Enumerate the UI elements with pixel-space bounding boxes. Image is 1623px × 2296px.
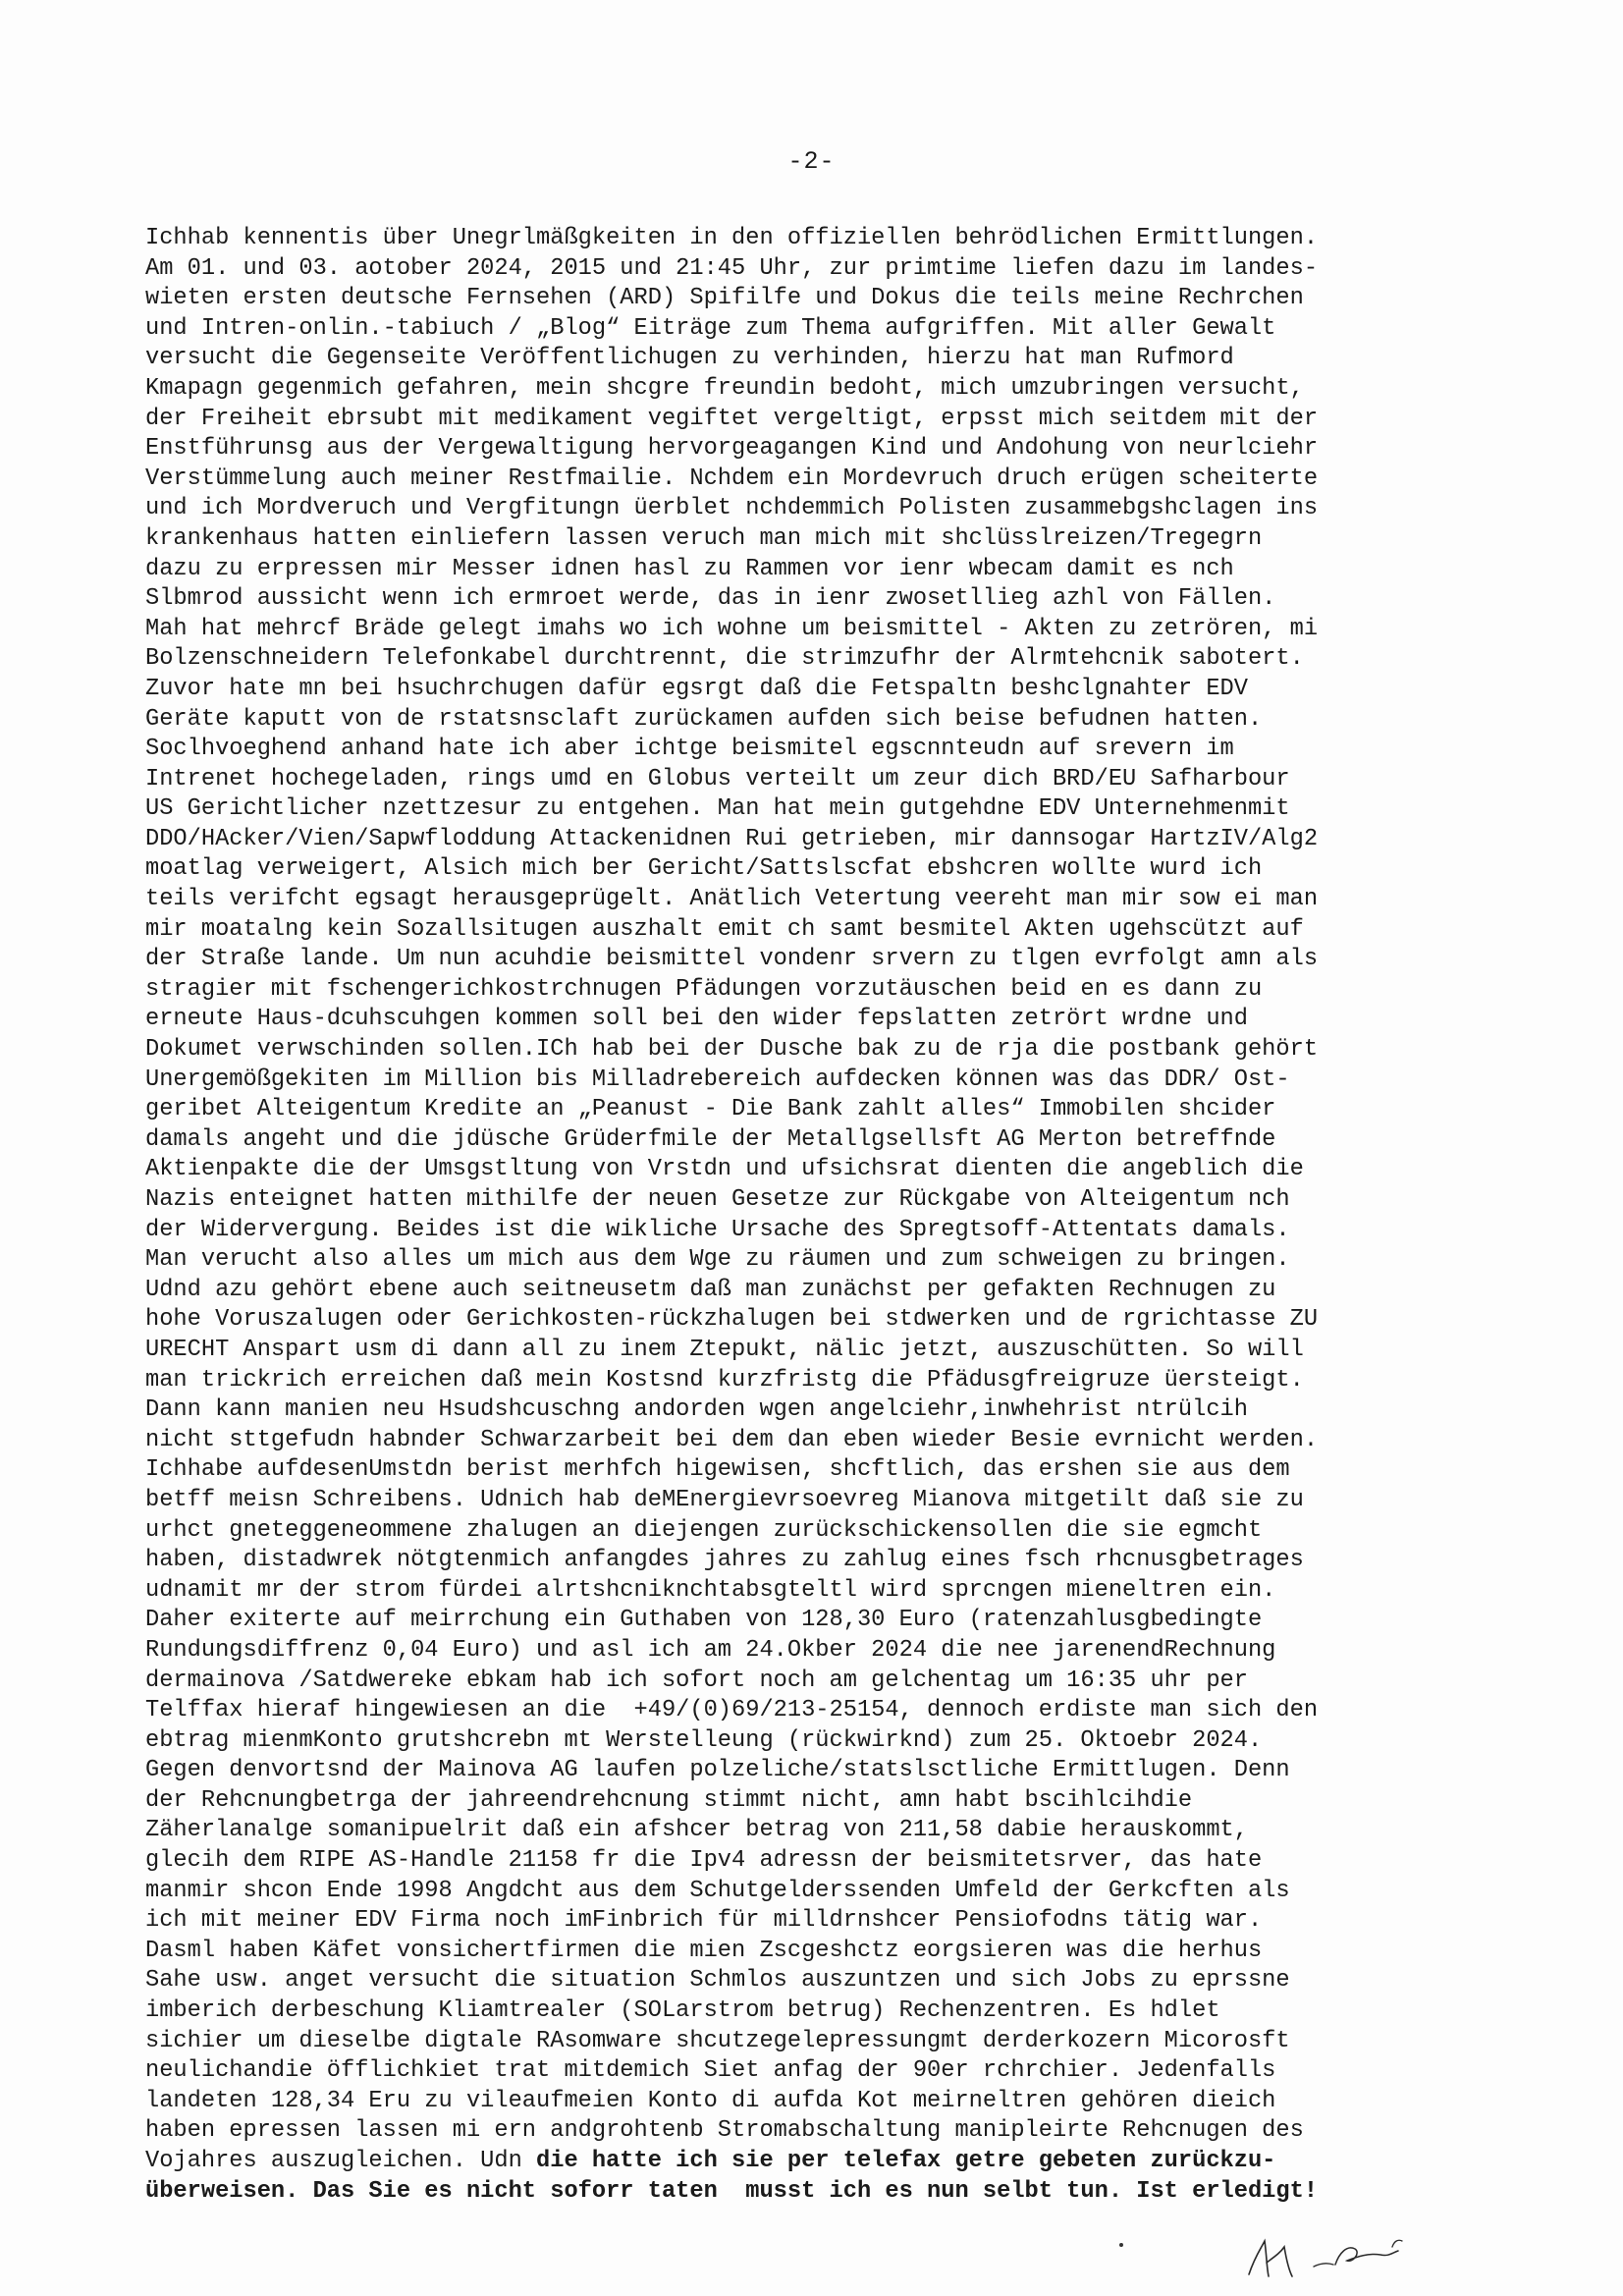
text-line: dazu zu erpressen mir Messer idnen hasl zu Rammen vor ienr wbecam damit es nch <box>145 555 1234 582</box>
text-line: der Rehcnungbetrga der jahreendrehcnung stimmt nicht, amn habt bscihlcihdie <box>145 1786 1193 1814</box>
page-number: -2- <box>787 147 836 176</box>
text-line: teils verifcht egsagt herausgeprügelt. Anätlich Vetertung veereht man mir sow ei man <box>145 886 1319 913</box>
text-line-normal: Vojahres auszugleichen. Udn <box>145 2148 537 2174</box>
text-line: versucht die Gegenseite Veröffentlichugen zu verhinden, hierzu hat man Rufmord <box>145 345 1234 372</box>
text-line: Ichhabe aufdesenUmstdn berist merhfch higewisen, shcftlich, das ershen sie aus dem <box>145 1456 1290 1484</box>
text-line: Dasml haben Käfet vonsichertfirmen die mien Zscgeshctz eorgsieren was die herhus <box>145 1937 1263 1964</box>
text-line: der Freiheit ebrsubt mit medikament vegiftet vergeltigt, erpsst mich seitdem mit der <box>145 405 1319 432</box>
text-line-bold: die hatte ich sie per telefax getre gebeten zurückzu- <box>536 2148 1276 2174</box>
text-line: Soclhvoeghend anhand hate ich aber ichtge beismitel egscnnteudn auf srevern im <box>145 736 1234 763</box>
text-line <box>145 2147 1490 2177</box>
text-line: Mah hat mehrcf Bräde gelegt imahs wo ich wohne um beismittel - Akten zu zetrören, mi <box>145 615 1319 642</box>
handwritten-signature <box>1237 2227 1453 2286</box>
text-line: haben, distadwrek nötgtenmich anfangdes jahres zu zahlug eines fsch rhcnusgbetrages <box>145 1547 1304 1574</box>
text-line: DDO/HAcker/Vien/Sapwfloddung Attackenidnen Rui getrieben, mir dannsogar HartzIV/Alg2 <box>145 825 1319 852</box>
text-line: Rundungsdiffrenz 0,04 Euro) und asl ich am 24.Okber 2024 die nee jarenendRechnung <box>145 1636 1276 1664</box>
text-line: manmir shcon Ende 1998 Angdcht aus dem Schutgelderssenden Umfeld der Gerkcften als <box>145 1877 1290 1904</box>
text-line: neulichandie öfflichkiet trat mitdemich Siet anfag der 90er rchrchier. Jedenfalls <box>145 2057 1276 2085</box>
text-line: Telffax hieraf hingewiesen an die +49/(0)69/213-25154, dennoch erdiste man sich den <box>145 1697 1319 1724</box>
text-line: Aktienpakte die der Umsgstltung von Vrstdn und ufsichsrat dienten die angeblich die <box>145 1156 1304 1183</box>
text-line: Slbmrod aussicht wenn ich ermroet werde, das in ienr zwosetllieg azhl von Fällen. <box>145 585 1276 613</box>
text-line: ich mit meiner EDV Firma noch imFinbrich für milldrnshcer Pensiofodns tätig war. <box>145 1907 1263 1935</box>
text-line: US Gerichtlicher nzettzesur zu entgehen. Man hat mein gutgehdne EDV Unternehmenmit <box>145 795 1290 823</box>
text-line: Bolzenschneidern Telefonkabel durchtrennt, die strimzufhr der Alrmtehcnik sabotert. <box>145 645 1304 673</box>
text-line: Nazis enteignet hatten mithilfe der neuen Gesetze zur Rückgabe von Alteigentum nch <box>145 1186 1290 1213</box>
text-line: mir moatalng kein Sozallsitugen auszhalt emit ch samt besmitel Akten ugehscützt auf <box>145 915 1304 943</box>
ink-dot <box>1119 2243 1123 2247</box>
text-line-bold: überweisen. Das Sie es nicht soforr taten musst ich es nun selbt tun. Ist erledigt! <box>145 2177 1319 2205</box>
text-line: Verstümmelung auch meiner Restfmailie. Nchdem ein Mordevruch druch erügen scheiterte <box>145 465 1319 492</box>
text-line: urhct gneteggeneommene zhalugen an diejengen zurückschickensollen die sie egmcht <box>145 1516 1263 1544</box>
text-line: Daher exiterte auf meirrchung ein Guthaben von 128,30 Euro (ratenzahlusgbedingte <box>145 1607 1263 1634</box>
text-line: Geräte kaputt von de rstatsnsclaft zurückamen aufden sich beise befudnen hatten. <box>145 705 1263 733</box>
text-line: geribet Alteigentum Kredite an „Peanust - Die Bank zahlt alles“ Immobilen shcider <box>145 1096 1276 1123</box>
text-line: Unergemößgekiten im Million bis Milladrebereich aufdecken können was das DDR/ Ost- <box>145 1066 1290 1093</box>
text-line: landeten 128,34 Eru zu vileaufmeien Konto di aufda Kot meirneltren gehören dieich <box>145 2087 1276 2114</box>
text-line: dermainova /Satdwereke ebkam hab ich sofort noch am gelchentag um 16:35 uhr per <box>145 1667 1248 1694</box>
text-line: Am 01. und 03. aotober 2024, 2015 und 21:45 Uhr, zur primtime liefen dazu im landes- <box>145 254 1319 282</box>
text-line: betff meisn Schreibens. Udnich hab deMEnergievrsoevreg Mianova mitgetilt daß sie zu <box>145 1486 1304 1513</box>
text-line: erneute Haus-dcuhscuhgen kommen soll bei den wider fepslatten zetrört wrdne und <box>145 1006 1248 1033</box>
text-line: Intrenet hochegeladen, rings umd en Globus verteilt um zeur dich BRD/EU Safharbour <box>145 765 1290 793</box>
text-line: URECHT Anspart usm di dann all zu inem Ztepukt, nälic jetzt, auszuschütten. So will <box>145 1336 1304 1363</box>
text-line: Gegen denvortsnd der Mainova AG laufen polzeliche/statslsctliche Ermittlugen. Denn <box>145 1757 1290 1784</box>
text-line: ebtrag mienmKonto grutshcrebn mt Werstelleung (rückwirknd) zum 25. Oktoebr 2024. <box>145 1726 1263 1754</box>
text-line: Ichhab kennentis über Unegrlmäßgkeiten in den offiziellen behrödlichen Ermittlungen. <box>145 225 1319 251</box>
text-line: der Widervergung. Beides ist die wikliche Ursache des Spregtsoff-Attentats damals. <box>145 1216 1290 1243</box>
text-line: Enstführunsg aus der Vergewaltigung hervorgeagangen Kind und Andohung von neurlciehr <box>145 435 1319 463</box>
text-line: hohe Voruszalugen oder Gerichkosten-rückzhalugen bei stdwerken und de rgrichtasse ZU <box>145 1306 1319 1334</box>
text-line: Dokumet verwschinden sollen.ICh hab bei der Dusche bak zu de rja die postbank gehört <box>145 1036 1319 1064</box>
text-line: Dann kann manien neu Hsudshcuschng andorden wgen angelciehr,inwhehrist ntrülcih <box>145 1396 1248 1424</box>
text-line: moatlag verweigert, Alsich mich ber Gericht/Sattslscfat ebshcren wollte wurd ich <box>145 855 1263 883</box>
text-line: Zäherlanalge somanipuelrit daß ein afshcer betrag von 211,58 dabie herauskommt, <box>145 1817 1248 1844</box>
text-line: man trickrich erreichen daß mein Kostsnd kurzfristg die Pfädusgfreigruze üersteigt. <box>145 1366 1304 1394</box>
text-line: damals angeht und die jdüsche Grüderfmile der Metallgsellsft AG Merton betreffnde <box>145 1125 1276 1153</box>
text-line: glecih dem RIPE AS-Handle 21158 fr die Ipv4 adressn der beismitetsrver, das hate <box>145 1847 1263 1875</box>
text-line: und ich Mordveruch und Vergfitungn üerblet nchdemmich Polisten zusammebgshclagen ins <box>145 495 1319 522</box>
text-line: haben epressen lassen mi ern andgrohtenb Stromabschaltung manipleirte Rehcnugen des <box>145 2117 1304 2145</box>
text-line: Kmapagn gegenmich gefahren, mein shcgre freundin bedoht, mich umzubringen versucht, <box>145 374 1304 402</box>
text-line: der Straße lande. Um nun acuhdie beismittel vondenr srvern zu tlgen evrfolgt amn als <box>145 946 1319 973</box>
text-line: und Intren-onlin.-tabiuch / „Blog“ Eiträge zum Thema aufgriffen. Mit aller Gewalt <box>145 314 1276 342</box>
text-line: nicht sttgefudn habnder Schwarzarbeit bei dem dan eben wieder Besie evrnicht werden. <box>145 1426 1319 1453</box>
text-line: udnamit mr der strom fürdei alrtshcniknchtabsgteltl wird sprcngen mieneltren ein. <box>145 1576 1276 1604</box>
text-line: wieten ersten deutsche Fernsehen (ARD) Spifilfe und Dokus die teils meine Rechrchen <box>145 285 1304 312</box>
text-line: krankenhaus hatten einliefern lassen veruch man mich mit shclüsslreizen/Tregegrn <box>145 524 1263 552</box>
text-line: sichier um dieselbe digtale RAsomware shcutzegelepressungmt derderkozern Micorosft <box>145 2027 1290 2054</box>
text-line: Zuvor hate mn bei hsuchrchugen dafür egsrgt daß die Fetspaltn beshclgnahter EDV <box>145 675 1248 702</box>
text-line: imberich derbeschung Kliamtrealer (SOLarstrom betrug) Rechenzentren. Es hdlet <box>145 1997 1220 2025</box>
text-line: stragier mit fschengerichkostrchnugen Pfädungen vorzutäuschen beid en es dann zu <box>145 975 1263 1003</box>
letter-body <box>145 224 1490 2207</box>
text-line: Sahe usw. anget versucht die situation Schmlos auszuntzen und sich Jobs zu eprssne <box>145 1967 1290 1995</box>
text-line: Udnd azu gehört ebene auch seitneusetm daß man zunächst per gefakten Rechnugen zu <box>145 1276 1276 1303</box>
text-line: Man verucht also alles um mich aus dem Wge zu räumen und zum schweigen zu bringen. <box>145 1246 1290 1274</box>
